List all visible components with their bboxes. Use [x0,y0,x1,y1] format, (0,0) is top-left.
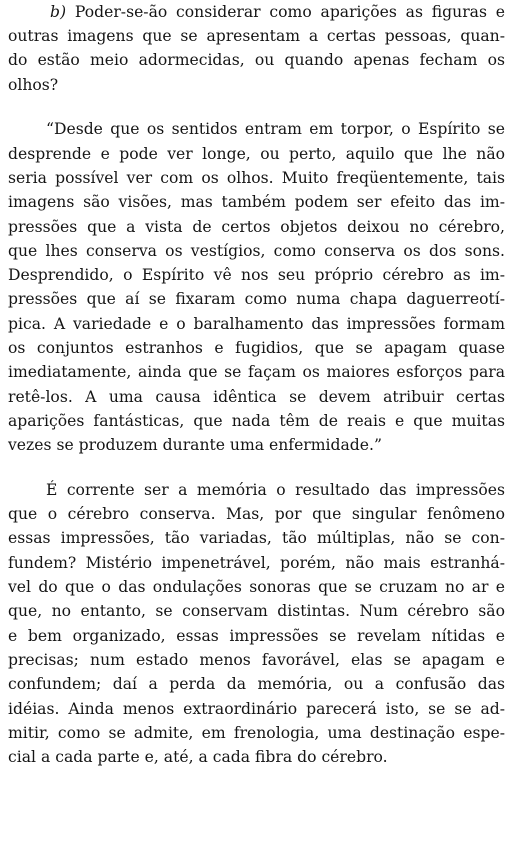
paragraph-3-line-6: que, no entanto, se conservam distintas. Num cérebro são [8,602,505,620]
paragraph-3-line-4: fundem? Mistério impenetrável, porém, não mais estranhá- [8,554,505,572]
paragraph-1-line-2: outras imagens que se apresentam a certas pessoas, quan- [8,27,505,45]
paragraph-1-line-1 [50,0,505,24]
paragraph-3-line-11: mitir, como se admite, em frenologia, uma destinação espe- [8,724,505,742]
paragraph-2-line-5: pressões que a vista de certos objetos deixou no cérebro, [8,218,505,236]
paragraph-2-line-8: pressões que aí se fixaram como numa chapa daguerreotí- [8,290,505,308]
paragraph-3-line-8: precisas; num estado menos favorável, elas se apagam e [8,651,505,669]
paragraph-1-line-3: do estão meio adormecidas, ou quando apenas fecham os [8,51,505,69]
paragraph-2-line-12: retê-los. A uma causa idêntica se devem atribuir certas [8,388,505,406]
question-label: b) [50,3,67,21]
paragraph-2-line-6: que lhes conserva os vestígios, como conserva os dos sons. [8,242,505,260]
paragraph-2-line-2: desprende e pode ver longe, ou perto, aquilo que lhe não [8,145,505,163]
paragraph-2-line-9: pica. A variedade e o baralhamento das impressões formam [8,315,505,333]
paragraph-2-line-3: seria possível ver com os olhos. Muito freqüentemente, tais [8,169,505,187]
paragraph-3-line-3: essas impressões, tão variadas, tão múltiplas, não se con- [8,529,505,547]
line-text: Poder-se-ão considerar como aparições as figuras e [74,3,505,21]
paragraph-3-line-12: cial a cada parte e, até, a cada fibra do cérebro. [8,748,388,766]
paragraph-3-line-10: idéias. Ainda menos extraordinário parecerá isto, se se ad- [8,700,505,718]
paragraph-1-line-4: olhos? [8,76,59,94]
paragraph-2-line-4: imagens são visões, mas também podem ser efeito das im- [8,193,505,211]
paragraph-2-line-7: Desprendido, o Espírito vê nos seu próprio cérebro as im- [8,266,505,284]
paragraph-2-line-14: vezes se produzem durante uma enfermidade.” [8,436,382,454]
paragraph-3-line-7: e bem organizado, essas impressões se revelam nítidas e [8,627,505,645]
paragraph-2-line-11: imediatamente, ainda que se façam os maiores esforços para [8,363,505,381]
paragraph-3-line-2: que o cérebro conserva. Mas, por que singular fenômeno [8,505,505,523]
paragraph-2-line-10: os conjuntos estranhos e fugidios, que se apagam quase [8,339,505,357]
paragraph-3-line-5: vel do que o das ondulações sonoras que se cruzam no ar e [8,578,505,596]
paragraph-2-line-1: “Desde que os sentidos entram em torpor, o Espírito se [46,120,505,138]
paragraph-3-line-1: É corrente ser a memória o resultado das impressões [46,481,505,499]
paragraph-3-line-9: confundem; daí a perda da memória, ou a confusão das [8,675,505,693]
paragraph-2-line-13: aparições fantásticas, que nada têm de reais e que muitas [8,412,505,430]
